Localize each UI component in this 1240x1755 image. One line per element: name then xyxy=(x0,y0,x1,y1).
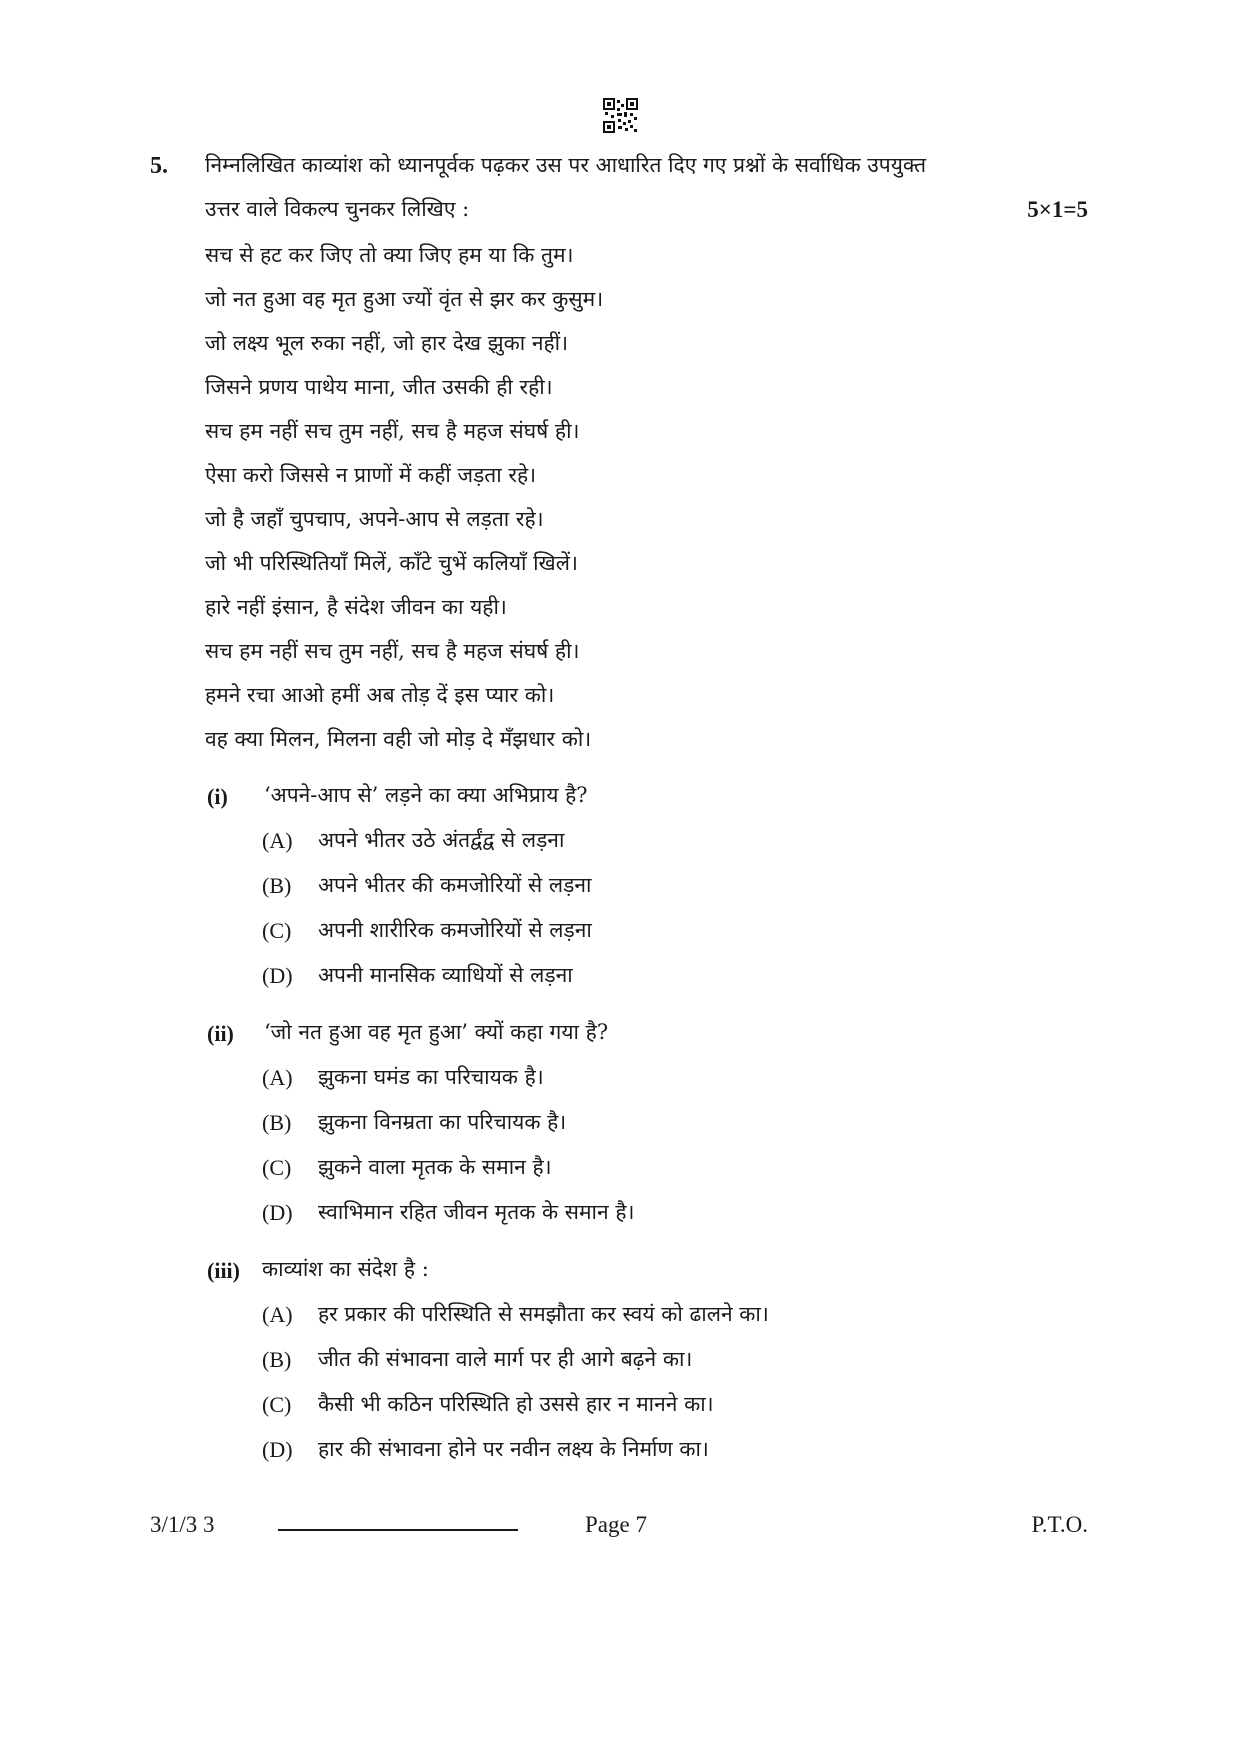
subquestion-text: ‘जो नत हुआ वह मृत हुआ’ क्यों कहा गया है? xyxy=(264,1020,609,1044)
footer-page-number: Page 7 xyxy=(585,1512,647,1537)
option-letter: (A) xyxy=(262,1302,293,1327)
option-text: स्वाभिमान रहित जीवन मृतक के समान है। xyxy=(318,1200,635,1224)
option-text: झुकना घमंड का परिचायक है। xyxy=(318,1065,544,1089)
qr-code-icon xyxy=(603,98,638,133)
question-number: 5. xyxy=(150,153,168,179)
option-letter: (B) xyxy=(262,873,292,898)
poem-line: ऐसा करो जिससे न प्राणों में कहीं जड़ता रहे। xyxy=(205,463,537,487)
option-letter: (B) xyxy=(262,1347,292,1372)
poem-line: वह क्या मिलन, मिलना वही जो मोड़ दे मँझधार को। xyxy=(205,727,592,751)
poem-line: हमने रचा आओ हमीं अब तोड़ दें इस प्यार को। xyxy=(205,683,555,707)
option-text: अपनी शारीरिक कमजोरियों से लड़ना xyxy=(318,918,592,942)
option-letter: (A) xyxy=(262,828,293,853)
poem-line: जो है जहाँ चुपचाप, अपने-आप से लड़ता रहे। xyxy=(205,507,544,531)
option-text: हर प्रकार की परिस्थिति से समझौता कर स्वयं को ढालने का। xyxy=(318,1302,769,1326)
option-text: अपने भीतर उठे अंतर्द्वंद्व से लड़ना xyxy=(318,828,565,852)
question-instruction-line2: उत्तर वाले विकल्प चुनकर लिखिए : xyxy=(205,197,470,221)
option-letter: (D) xyxy=(262,963,293,988)
option-letter: (C) xyxy=(262,1155,292,1180)
option-letter: (C) xyxy=(262,918,292,943)
question-marks: 5×1=5 xyxy=(1027,197,1088,222)
footer-paper-code: 3/1/3 3 xyxy=(150,1512,215,1537)
poem-line: सच हम नहीं सच तुम नहीं, सच है महज संघर्ष ही। xyxy=(205,639,580,663)
poem-line: सच हम नहीं सच तुम नहीं, सच है महज संघर्ष ही। xyxy=(205,419,580,443)
option-letter: (B) xyxy=(262,1110,292,1135)
option-text: अपने भीतर की कमजोरियों से लड़ना xyxy=(318,873,592,897)
option-letter: (D) xyxy=(262,1200,293,1225)
option-letter: (D) xyxy=(262,1437,293,1462)
poem-line: हारे नहीं इंसान, है संदेश जीवन का यही। xyxy=(205,595,507,619)
option-letter: (C) xyxy=(262,1392,292,1417)
option-text: झुकना विनम्रता का परिचायक है। xyxy=(318,1110,567,1134)
option-text: हार की संभावना होने पर नवीन लक्ष्य के निर्माण का। xyxy=(318,1437,709,1461)
poem-line: जिसने प्रणय पाथेय माना, जीत उसकी ही रही। xyxy=(205,375,553,399)
option-letter: (A) xyxy=(262,1065,293,1090)
option-text: जीत की संभावना वाले मार्ग पर ही आगे बढ़ने का। xyxy=(318,1347,693,1371)
subquestion-text: ‘अपने-आप से’ लड़ने का क्या अभिप्राय है? xyxy=(264,783,588,807)
poem-line: जो लक्ष्य भूल रुका नहीं, जो हार देख झुका नहीं। xyxy=(205,331,569,355)
subquestion-text: काव्यांश का संदेश है : xyxy=(262,1257,429,1281)
subquestion-label: (iii) xyxy=(207,1258,240,1283)
option-text: कैसी भी कठिन परिस्थिति हो उससे हार न मानने का। xyxy=(318,1392,714,1416)
option-text: अपनी मानसिक व्याधियों से लड़ना xyxy=(318,963,573,987)
question-instruction-line1: निम्नलिखित काव्यांश को ध्यानपूर्वक पढ़कर उस पर आधारित दिए गए प्रश्नों के सर्वाधिक उपयुक्त xyxy=(205,153,927,177)
poem-line: जो भी परिस्थितियाँ मिलें, काँटे चुभें कलियाँ खिलें। xyxy=(205,551,578,575)
poem-line: सच से हट कर जिए तो क्या जिए हम या कि तुम। xyxy=(205,243,574,267)
footer-divider xyxy=(278,1529,518,1531)
option-text: झुकने वाला मृतक के समान है। xyxy=(318,1155,552,1179)
footer-pto: P.T.O. xyxy=(1031,1512,1088,1537)
subquestion-label: (ii) xyxy=(207,1021,234,1046)
subquestion-label: (i) xyxy=(207,784,228,809)
poem-line: जो नत हुआ वह मृत हुआ ज्यों वृंत से झर कर कुसुम। xyxy=(205,287,604,311)
